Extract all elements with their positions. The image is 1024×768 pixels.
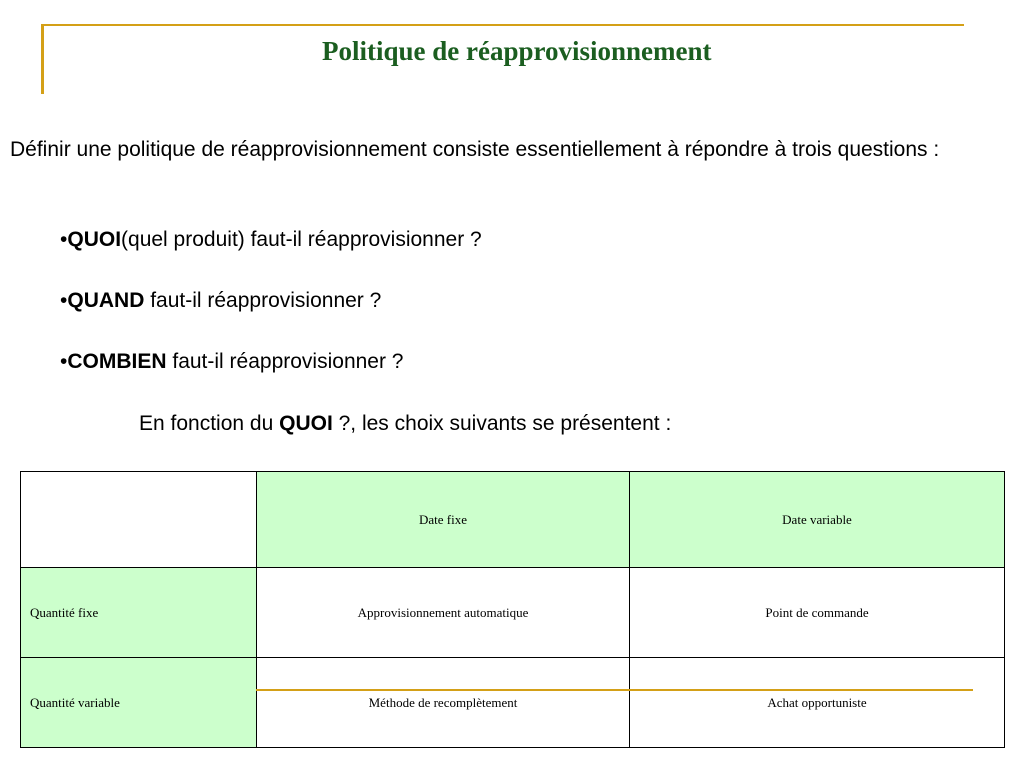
slide-title: Politique de réapprovisionnement: [322, 36, 712, 66]
fonction-after: ?, les choix suivants se présentent :: [332, 412, 672, 435]
fonction-sentence: [139, 412, 671, 436]
fonction-before: En fonction du: [139, 412, 280, 435]
intro-paragraph: Définir une politique de réapprovisionnement consiste essentiellement à répondre à trois questions :: [10, 138, 940, 161]
table-row: [21, 658, 1005, 748]
bullet-marker: •: [60, 350, 68, 373]
bullet-keyword: COMBIEN: [67, 350, 167, 373]
row-label-quantite-variable: Quantité variable: [21, 658, 257, 748]
frame-bottom-line: [256, 689, 973, 691]
bullet-text: (quel produit) faut-il réapprovisionner ?: [121, 228, 482, 251]
table-corner-cell: [21, 472, 257, 568]
bullet-keyword: QUOI: [67, 228, 122, 251]
bullet-quand: [60, 289, 381, 313]
frame-horizontal-line: [41, 24, 964, 26]
choice-table: [20, 471, 1005, 748]
row-label-quantite-fixe: Quantité fixe: [21, 568, 257, 658]
bullet-text: faut-il réapprovisionner ?: [166, 350, 404, 373]
bullet-marker: •: [60, 228, 68, 251]
bullet-text: faut-il réapprovisionner ?: [144, 289, 382, 312]
header-date-fixe: Date fixe: [257, 472, 630, 568]
table-row: [21, 568, 1005, 658]
table-header-row: [21, 472, 1005, 568]
table-cell: Achat opportuniste: [630, 658, 1005, 748]
table-cell: Méthode de recomplètement: [257, 658, 630, 748]
header-date-variable: Date variable: [630, 472, 1005, 568]
bullet-quoi: [60, 228, 482, 252]
table-cell: Point de commande: [630, 568, 1005, 658]
frame-vertical-line: [41, 24, 44, 94]
table-cell: Approvisionnement automatique: [257, 568, 630, 658]
bullet-combien: [60, 350, 404, 374]
bullet-marker: •: [60, 289, 68, 312]
fonction-keyword: QUOI: [279, 412, 333, 435]
bullet-keyword: QUAND: [67, 289, 145, 312]
